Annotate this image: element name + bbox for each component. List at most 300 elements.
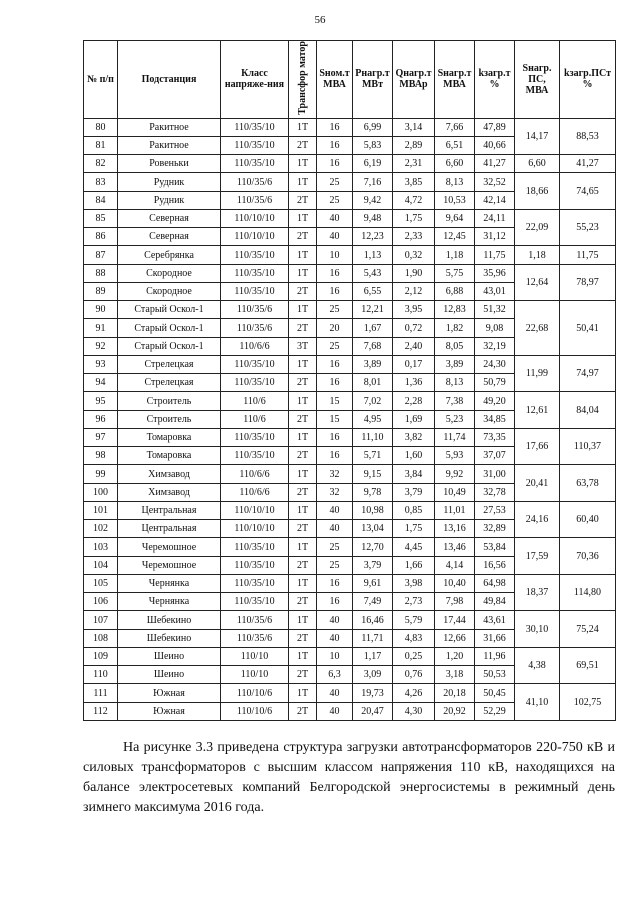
- header-s-nom: Sном.т МВА: [317, 41, 353, 119]
- cell-s-ps: 41,10: [515, 684, 560, 721]
- cell-q-load: 1,60: [393, 447, 435, 465]
- cell-transformer: 1Т: [289, 647, 317, 665]
- cell-p-load: 12,21: [353, 301, 393, 319]
- cell-transformer: 3Т: [289, 337, 317, 355]
- cell-s-nom: 40: [317, 520, 353, 538]
- cell-num: 90: [84, 301, 118, 319]
- cell-num: 81: [84, 136, 118, 154]
- cell-voltage: 110/6/6: [221, 337, 289, 355]
- cell-p-load: 13,04: [353, 520, 393, 538]
- cell-voltage: 110/35/10: [221, 538, 289, 556]
- cell-transformer: 1Т: [289, 301, 317, 319]
- cell-q-load: 5,79: [393, 611, 435, 629]
- table-row: [84, 538, 616, 556]
- cell-p-load: 7,16: [353, 173, 393, 191]
- cell-num: 82: [84, 155, 118, 173]
- cell-substation: Чернянка: [118, 574, 221, 592]
- cell-q-load: 0,72: [393, 319, 435, 337]
- cell-substation: Северная: [118, 209, 221, 227]
- cell-s-load: 10,53: [435, 191, 475, 209]
- cell-num: 80: [84, 118, 118, 136]
- cell-substation: Томаровка: [118, 428, 221, 446]
- cell-s-nom: 16: [317, 593, 353, 611]
- cell-k-load: 51,32: [475, 301, 515, 319]
- cell-s-load: 6,51: [435, 136, 475, 154]
- cell-s-nom: 40: [317, 702, 353, 720]
- cell-transformer: 2Т: [289, 191, 317, 209]
- cell-num: 103: [84, 538, 118, 556]
- page-number: 56: [314, 14, 326, 26]
- cell-s-ps: 18,37: [515, 574, 560, 611]
- cell-k-load: 32,52: [475, 173, 515, 191]
- cell-k-ps: 70,36: [560, 538, 616, 575]
- cell-q-load: 3,14: [393, 118, 435, 136]
- cell-s-ps: 17,59: [515, 538, 560, 575]
- cell-substation: Южная: [118, 702, 221, 720]
- paragraph-text: На рисунке 3.3 приведена структура загрузки автотрансформаторов 220-750 кВ и силовых трансформаторов с высшим классом напряжения 110 кВ, находящихся на балансе электросетевых компаний Белгородской энергосистемы в режимный день зимнего максимума 2016 года.: [83, 740, 615, 815]
- header-s-ps: Sнагр. ПС, МВА: [515, 41, 560, 119]
- cell-voltage: 110/35/10: [221, 155, 289, 173]
- cell-s-nom: 16: [317, 574, 353, 592]
- cell-s-nom: 16: [317, 374, 353, 392]
- cell-s-load: 12,66: [435, 629, 475, 647]
- table-body: [84, 118, 616, 720]
- cell-substation: Серебрянка: [118, 246, 221, 264]
- cell-p-load: 12,70: [353, 538, 393, 556]
- cell-s-nom: 25: [317, 301, 353, 319]
- cell-voltage: 110/35/10: [221, 246, 289, 264]
- cell-s-ps: 17,66: [515, 428, 560, 465]
- cell-s-load: 6,60: [435, 155, 475, 173]
- substation-load-table: [83, 40, 616, 721]
- cell-p-load: 1,67: [353, 319, 393, 337]
- cell-substation: Северная: [118, 228, 221, 246]
- cell-s-nom: 40: [317, 611, 353, 629]
- header-substation: Подстанция: [118, 41, 221, 119]
- cell-s-nom: 16: [317, 118, 353, 136]
- cell-p-load: 12,23: [353, 228, 393, 246]
- cell-q-load: 2,31: [393, 155, 435, 173]
- cell-s-load: 5,23: [435, 410, 475, 428]
- header-q-load: Qнагр.т МВАр: [393, 41, 435, 119]
- cell-voltage: 110/6: [221, 392, 289, 410]
- cell-voltage: 110/10/10: [221, 520, 289, 538]
- cell-substation: Стрелецкая: [118, 355, 221, 373]
- cell-voltage: 110/35/6: [221, 301, 289, 319]
- cell-substation: Центральная: [118, 520, 221, 538]
- cell-s-nom: 32: [317, 483, 353, 501]
- cell-voltage: 110/10/6: [221, 684, 289, 702]
- cell-s-load: 9,92: [435, 465, 475, 483]
- cell-p-load: 3,89: [353, 355, 393, 373]
- cell-k-load: 27,53: [475, 501, 515, 519]
- cell-q-load: 0,17: [393, 355, 435, 373]
- header-k-ps: kзагр.ПСт %: [560, 41, 616, 119]
- cell-s-load: 7,98: [435, 593, 475, 611]
- cell-p-load: 9,61: [353, 574, 393, 592]
- cell-transformer: 1Т: [289, 538, 317, 556]
- cell-q-load: 2,12: [393, 282, 435, 300]
- cell-k-ps: 114,80: [560, 574, 616, 611]
- cell-s-load: 20,92: [435, 702, 475, 720]
- cell-voltage: 110/35/10: [221, 447, 289, 465]
- cell-s-nom: 40: [317, 629, 353, 647]
- cell-voltage: 110/35/6: [221, 319, 289, 337]
- cell-s-nom: 16: [317, 447, 353, 465]
- cell-substation: Южная: [118, 684, 221, 702]
- cell-transformer: 1Т: [289, 118, 317, 136]
- cell-s-ps: 22,09: [515, 209, 560, 246]
- cell-s-ps: 24,16: [515, 501, 560, 538]
- cell-k-load: 9,08: [475, 319, 515, 337]
- cell-s-nom: 16: [317, 136, 353, 154]
- cell-p-load: 3,09: [353, 666, 393, 684]
- cell-k-ps: 102,75: [560, 684, 616, 721]
- cell-transformer: 1Т: [289, 173, 317, 191]
- cell-s-nom: 15: [317, 410, 353, 428]
- cell-voltage: 110/10: [221, 647, 289, 665]
- cell-k-ps: 55,23: [560, 209, 616, 246]
- cell-voltage: 110/35/10: [221, 136, 289, 154]
- header-num: № п/п: [84, 41, 118, 119]
- cell-voltage: 110/35/10: [221, 428, 289, 446]
- cell-k-load: 11,96: [475, 647, 515, 665]
- cell-s-ps: 11,99: [515, 355, 560, 392]
- cell-transformer: 1Т: [289, 155, 317, 173]
- cell-s-load: 8,13: [435, 374, 475, 392]
- cell-k-load: 47,89: [475, 118, 515, 136]
- cell-transformer: 1Т: [289, 501, 317, 519]
- cell-substation: Химзавод: [118, 465, 221, 483]
- table-row: [84, 465, 616, 483]
- cell-s-load: 4,14: [435, 556, 475, 574]
- body-paragraph: [83, 738, 615, 818]
- cell-num: 109: [84, 647, 118, 665]
- cell-substation: Строитель: [118, 392, 221, 410]
- cell-q-load: 1,69: [393, 410, 435, 428]
- cell-p-load: 4,95: [353, 410, 393, 428]
- cell-transformer: 2Т: [289, 374, 317, 392]
- cell-substation: Старый Оскол-1: [118, 319, 221, 337]
- cell-q-load: 3,79: [393, 483, 435, 501]
- cell-q-load: 0,85: [393, 501, 435, 519]
- header-transformer-label: Трансфор матор: [297, 41, 308, 115]
- cell-k-load: 37,07: [475, 447, 515, 465]
- cell-p-load: 5,83: [353, 136, 393, 154]
- cell-k-ps: 50,41: [560, 301, 616, 356]
- cell-s-load: 7,66: [435, 118, 475, 136]
- cell-num: 95: [84, 392, 118, 410]
- cell-transformer: 1Т: [289, 264, 317, 282]
- cell-substation: Стрелецкая: [118, 374, 221, 392]
- cell-s-load: 11,01: [435, 501, 475, 519]
- cell-voltage: 110/35/10: [221, 282, 289, 300]
- cell-q-load: 4,30: [393, 702, 435, 720]
- header-s-load: Sнагр.т МВА: [435, 41, 475, 119]
- cell-voltage: 110/35/10: [221, 355, 289, 373]
- cell-s-nom: 40: [317, 228, 353, 246]
- cell-substation: Химзавод: [118, 483, 221, 501]
- cell-voltage: 110/6: [221, 410, 289, 428]
- cell-s-load: 7,38: [435, 392, 475, 410]
- cell-k-load: 52,29: [475, 702, 515, 720]
- cell-s-load: 12,45: [435, 228, 475, 246]
- cell-transformer: 2Т: [289, 666, 317, 684]
- cell-k-ps: 63,78: [560, 465, 616, 502]
- cell-k-load: 32,19: [475, 337, 515, 355]
- cell-substation: Шеино: [118, 647, 221, 665]
- cell-q-load: 0,32: [393, 246, 435, 264]
- cell-k-load: 11,75: [475, 246, 515, 264]
- cell-s-load: 11,74: [435, 428, 475, 446]
- cell-num: 91: [84, 319, 118, 337]
- cell-voltage: 110/10/10: [221, 209, 289, 227]
- cell-transformer: 2Т: [289, 702, 317, 720]
- cell-s-nom: 20: [317, 319, 353, 337]
- cell-q-load: 3,82: [393, 428, 435, 446]
- cell-num: 94: [84, 374, 118, 392]
- table-row: [84, 611, 616, 629]
- cell-k-ps: 75,24: [560, 611, 616, 648]
- cell-k-load: 32,89: [475, 520, 515, 538]
- cell-p-load: 1,17: [353, 647, 393, 665]
- cell-s-nom: 10: [317, 647, 353, 665]
- header-k-load: kзагр.т %: [475, 41, 515, 119]
- table-row: [84, 264, 616, 282]
- cell-transformer: 2Т: [289, 319, 317, 337]
- cell-q-load: 4,26: [393, 684, 435, 702]
- cell-s-nom: 40: [317, 209, 353, 227]
- cell-k-load: 31,12: [475, 228, 515, 246]
- cell-k-load: 53,84: [475, 538, 515, 556]
- cell-k-load: 50,79: [475, 374, 515, 392]
- cell-num: 100: [84, 483, 118, 501]
- cell-s-load: 5,75: [435, 264, 475, 282]
- table-row: [84, 118, 616, 136]
- cell-num: 99: [84, 465, 118, 483]
- cell-p-load: 7,68: [353, 337, 393, 355]
- cell-s-load: 3,18: [435, 666, 475, 684]
- cell-voltage: 110/35/10: [221, 264, 289, 282]
- cell-s-ps: 18,66: [515, 173, 560, 210]
- cell-k-load: 43,61: [475, 611, 515, 629]
- cell-transformer: 2Т: [289, 556, 317, 574]
- cell-q-load: 3,95: [393, 301, 435, 319]
- cell-voltage: 110/6/6: [221, 483, 289, 501]
- cell-num: 85: [84, 209, 118, 227]
- cell-voltage: 110/35/10: [221, 118, 289, 136]
- cell-k-load: 43,01: [475, 282, 515, 300]
- cell-transformer: 1Т: [289, 465, 317, 483]
- cell-s-nom: 25: [317, 538, 353, 556]
- cell-p-load: 6,19: [353, 155, 393, 173]
- cell-q-load: 3,84: [393, 465, 435, 483]
- cell-p-load: 6,99: [353, 118, 393, 136]
- cell-k-load: 16,56: [475, 556, 515, 574]
- cell-p-load: 7,02: [353, 392, 393, 410]
- cell-num: 108: [84, 629, 118, 647]
- cell-voltage: 110/35/10: [221, 556, 289, 574]
- table-row: [84, 246, 616, 264]
- table-row: [84, 173, 616, 191]
- cell-voltage: 110/35/10: [221, 574, 289, 592]
- cell-s-ps: 6,60: [515, 155, 560, 173]
- cell-q-load: 0,76: [393, 666, 435, 684]
- cell-num: 88: [84, 264, 118, 282]
- cell-voltage: 110/35/6: [221, 611, 289, 629]
- table-row: [84, 355, 616, 373]
- cell-k-load: 24,11: [475, 209, 515, 227]
- cell-s-load: 6,88: [435, 282, 475, 300]
- cell-substation: Шебекино: [118, 611, 221, 629]
- cell-voltage: 110/10/6: [221, 702, 289, 720]
- cell-num: 86: [84, 228, 118, 246]
- cell-s-load: 13,16: [435, 520, 475, 538]
- cell-k-ps: 84,04: [560, 392, 616, 429]
- cell-voltage: 110/10/10: [221, 501, 289, 519]
- cell-num: 83: [84, 173, 118, 191]
- cell-p-load: 20,47: [353, 702, 393, 720]
- cell-substation: Шеино: [118, 666, 221, 684]
- cell-k-load: 73,35: [475, 428, 515, 446]
- table-header-row: [84, 41, 616, 119]
- cell-substation: Рудник: [118, 173, 221, 191]
- cell-num: 89: [84, 282, 118, 300]
- cell-num: 110: [84, 666, 118, 684]
- cell-substation: Скородное: [118, 264, 221, 282]
- cell-k-load: 42,14: [475, 191, 515, 209]
- cell-q-load: 2,73: [393, 593, 435, 611]
- cell-s-nom: 25: [317, 191, 353, 209]
- cell-substation: Старый Оскол-1: [118, 337, 221, 355]
- cell-k-load: 24,30: [475, 355, 515, 373]
- cell-q-load: 4,72: [393, 191, 435, 209]
- cell-s-ps: 30,10: [515, 611, 560, 648]
- cell-s-nom: 16: [317, 264, 353, 282]
- cell-p-load: 8,01: [353, 374, 393, 392]
- cell-transformer: 2Т: [289, 520, 317, 538]
- cell-k-ps: 69,51: [560, 647, 616, 684]
- cell-p-load: 19,73: [353, 684, 393, 702]
- cell-num: 112: [84, 702, 118, 720]
- cell-voltage: 110/35/6: [221, 629, 289, 647]
- cell-num: 97: [84, 428, 118, 446]
- cell-substation: Шебекино: [118, 629, 221, 647]
- cell-q-load: 2,33: [393, 228, 435, 246]
- cell-k-load: 31,00: [475, 465, 515, 483]
- cell-transformer: 2Т: [289, 136, 317, 154]
- cell-transformer: 1Т: [289, 574, 317, 592]
- cell-s-nom: 32: [317, 465, 353, 483]
- cell-k-load: 35,96: [475, 264, 515, 282]
- cell-q-load: 4,83: [393, 629, 435, 647]
- table-row: [84, 647, 616, 665]
- cell-p-load: 7,49: [353, 593, 393, 611]
- cell-q-load: 1,36: [393, 374, 435, 392]
- cell-substation: Центральная: [118, 501, 221, 519]
- cell-transformer: 2Т: [289, 593, 317, 611]
- cell-substation: Старый Оскол-1: [118, 301, 221, 319]
- cell-k-ps: 74,65: [560, 173, 616, 210]
- cell-s-load: 8,13: [435, 173, 475, 191]
- cell-s-load: 8,05: [435, 337, 475, 355]
- cell-k-ps: 41,27: [560, 155, 616, 173]
- cell-num: 84: [84, 191, 118, 209]
- cell-s-load: 10,40: [435, 574, 475, 592]
- cell-substation: Ракитное: [118, 136, 221, 154]
- cell-s-ps: 12,61: [515, 392, 560, 429]
- cell-q-load: 1,66: [393, 556, 435, 574]
- cell-q-load: 2,28: [393, 392, 435, 410]
- cell-transformer: 1Т: [289, 209, 317, 227]
- cell-s-nom: 25: [317, 556, 353, 574]
- cell-k-load: 31,66: [475, 629, 515, 647]
- cell-q-load: 3,98: [393, 574, 435, 592]
- cell-num: 93: [84, 355, 118, 373]
- cell-transformer: 1Т: [289, 355, 317, 373]
- cell-substation: Томаровка: [118, 447, 221, 465]
- cell-p-load: 3,79: [353, 556, 393, 574]
- cell-s-load: 1,20: [435, 647, 475, 665]
- cell-num: 101: [84, 501, 118, 519]
- cell-q-load: 3,85: [393, 173, 435, 191]
- cell-transformer: 2Т: [289, 228, 317, 246]
- cell-num: 102: [84, 520, 118, 538]
- cell-p-load: 9,15: [353, 465, 393, 483]
- cell-substation: Строитель: [118, 410, 221, 428]
- cell-voltage: 110/6/6: [221, 465, 289, 483]
- cell-s-nom: 10: [317, 246, 353, 264]
- cell-q-load: 0,25: [393, 647, 435, 665]
- cell-k-ps: 78,97: [560, 264, 616, 301]
- cell-k-ps: 60,40: [560, 501, 616, 538]
- cell-p-load: 11,71: [353, 629, 393, 647]
- cell-voltage: 110/35/6: [221, 191, 289, 209]
- cell-s-ps: 1,18: [515, 246, 560, 264]
- cell-q-load: 4,45: [393, 538, 435, 556]
- cell-p-load: 9,42: [353, 191, 393, 209]
- cell-transformer: 1Т: [289, 392, 317, 410]
- table-row: [84, 155, 616, 173]
- cell-q-load: 1,75: [393, 209, 435, 227]
- cell-transformer: 2Т: [289, 410, 317, 428]
- cell-k-ps: 88,53: [560, 118, 616, 155]
- table-row: [84, 209, 616, 227]
- cell-s-load: 13,46: [435, 538, 475, 556]
- cell-k-load: 64,98: [475, 574, 515, 592]
- cell-p-load: 5,71: [353, 447, 393, 465]
- table-row: [84, 428, 616, 446]
- cell-p-load: 5,43: [353, 264, 393, 282]
- cell-voltage: 110/10/10: [221, 228, 289, 246]
- cell-p-load: 6,55: [353, 282, 393, 300]
- cell-k-load: 50,53: [475, 666, 515, 684]
- cell-transformer: 1Т: [289, 611, 317, 629]
- cell-num: 107: [84, 611, 118, 629]
- cell-num: 96: [84, 410, 118, 428]
- cell-k-load: 49,20: [475, 392, 515, 410]
- cell-s-nom: 6,3: [317, 666, 353, 684]
- cell-substation: Черемошное: [118, 556, 221, 574]
- cell-num: 92: [84, 337, 118, 355]
- cell-substation: Скородное: [118, 282, 221, 300]
- cell-p-load: 9,48: [353, 209, 393, 227]
- cell-s-load: 1,82: [435, 319, 475, 337]
- cell-q-load: 1,90: [393, 264, 435, 282]
- cell-voltage: 110/35/10: [221, 374, 289, 392]
- cell-voltage: 110/35/6: [221, 173, 289, 191]
- cell-transformer: 2Т: [289, 282, 317, 300]
